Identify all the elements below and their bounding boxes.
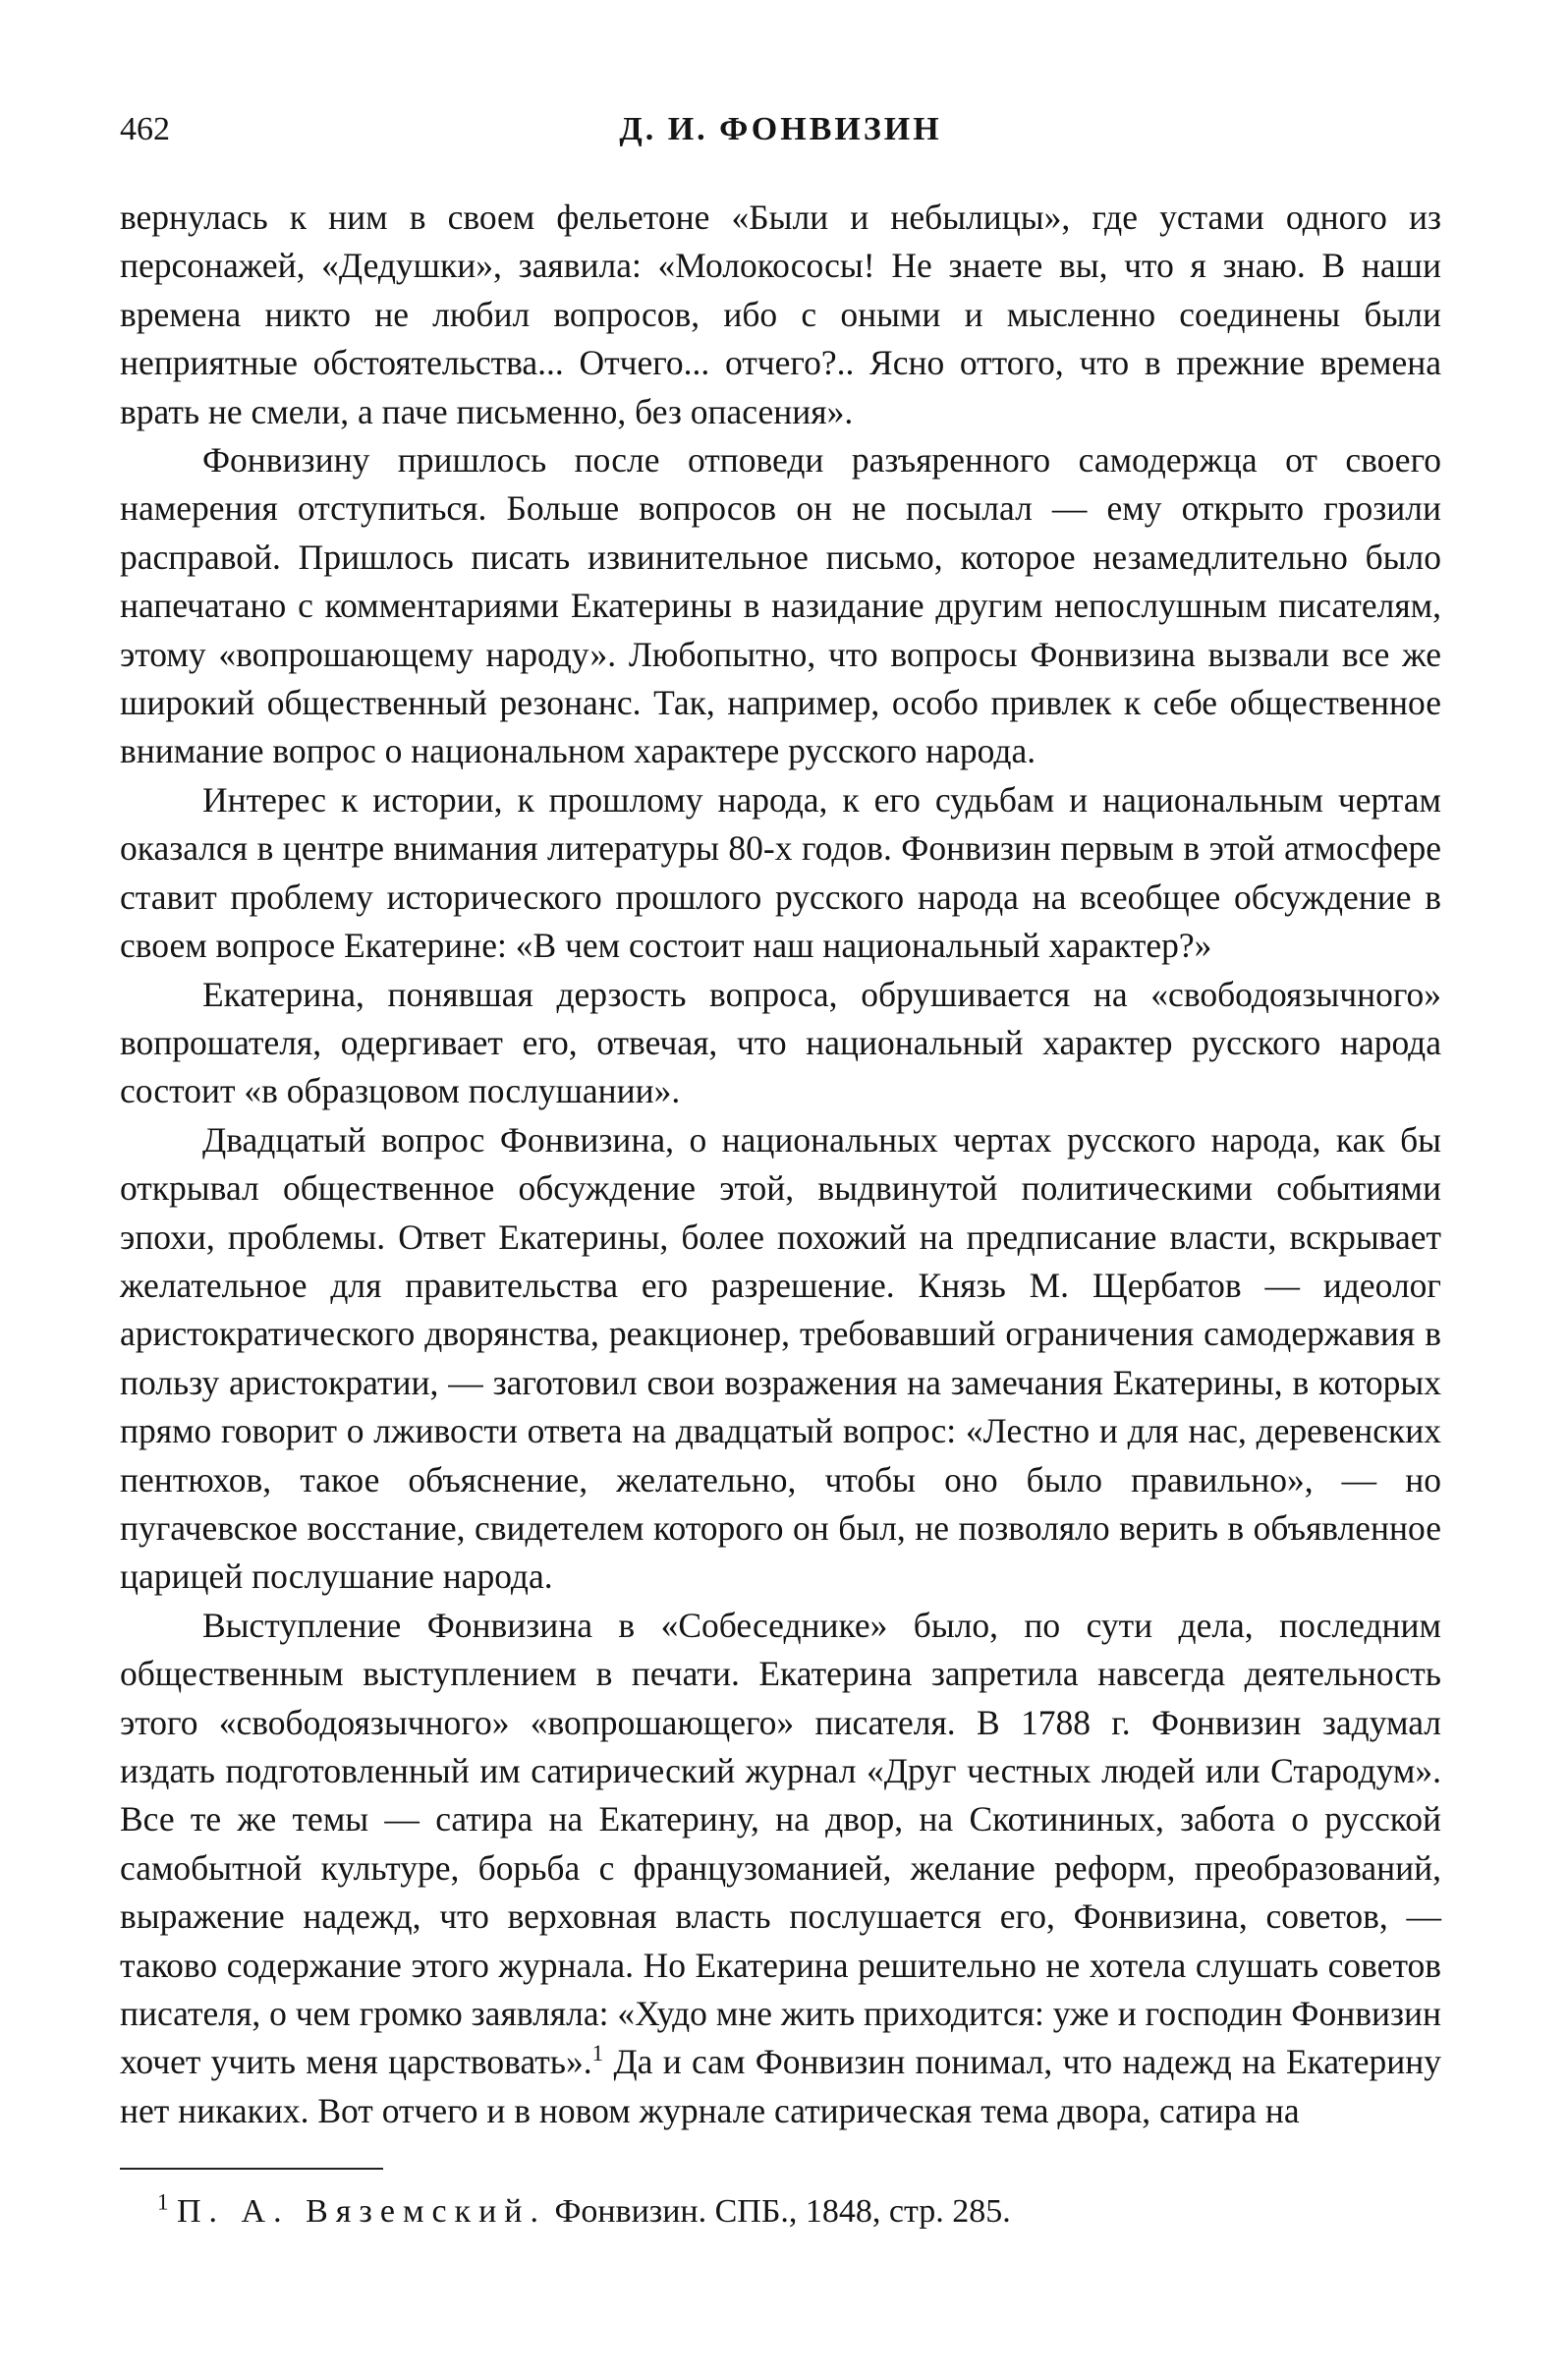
footnote-separator bbox=[120, 2168, 383, 2170]
header-title: Д. И. ФОНВИЗИН bbox=[619, 111, 942, 147]
paragraph-6-text: Выступление Фонвизина в «Собеседнике» было, по сути дела, последним общественным выступлением в печати. Екатерина запретила навсегда деятельность этого «свободоязычного» «вопрошающего» писателя. В 1788 г. Фонвизин задумал издать подготовленный им сатирический журнал «Друг честных людей или Стародум». Все те же темы — сатира на Екатерину, на двор, на Скотининых, забота о русской самобытной культуре, борьба с французоманией, желание реформ, преобразований, выражение надежд, что верховная власть послушается его, Фонвизина, советов, — таково содержание этого журнала. Но Екатерина решительно не хотела слушать советов писателя, о чем громко заявляла: «Худо мне жить приходится: уже и господин Фонвизин хочет учить меня царствовать». bbox=[120, 1605, 1441, 2082]
running-head bbox=[120, 102, 1441, 157]
footnote-author: П. А. Вяземский. bbox=[177, 2193, 546, 2230]
paragraph-3: Интерес к истории, к прошлому народа, к его судьбам и национальным чертам оказался в центре внимания литературы 80-х годов. Фонвизин первым в этой атмосфере ставит проблему исторического прошлого русского народа на всеобщее обсуждение в своем вопросе Екатерине: «В чем состоит наш национальный характер?» bbox=[120, 779, 1441, 966]
paragraph-6-tail: Да и сам Фонвизин понимал, что надежд на Екатерину нет никаких. Вот отчего и в новом журнале сатирическая тема двора, сатира на bbox=[120, 2042, 1442, 2130]
body-text bbox=[120, 194, 1441, 2135]
footnote bbox=[157, 2187, 1434, 2236]
page-number: 462 bbox=[120, 111, 170, 147]
footnote-reference: 1 bbox=[591, 2041, 604, 2066]
paragraph-4: Екатерина, понявшая дерзость вопроса, обрушивается на «свободоязычного» вопрошателя, одергивает его, отвечая, что национальный характер русского народа состоит «в образцовом послушании». bbox=[120, 974, 1441, 1111]
paragraph-2: Фонвизину пришлось после отповеди разъяренного самодержца от своего намерения отступиться. Больше вопросов он не посылал — ему открыто грозили расправой. Пришлось писать извинительное письмо, которое незамедлительно было напечатано с комментариями Екатерины в назидание другим непослушным писателям, этому «вопрошающему народу». Любопытно, что вопросы Фонвизина вызвали все же широкий общественный резонанс. Так, например, особо привлек к себе общественное внимание вопрос о национальном характере русского народа. bbox=[120, 440, 1441, 771]
paragraph-5: Двадцатый вопрос Фонвизина, о национальных чертах русского народа, как бы открывал общественное обсуждение этой, выдвинутой политическими событиями эпохи, проблемы. Ответ Екатерины, более похожий на предписание власти, вскрывает желательное для правительства его разрешение. Князь М. Щербатов — идеолог аристократического дворянства, реакционер, требовавший ограничения самодержавия в пользу аристократии, — заготовил свои возражения на замечания Екатерины, в которых прямо говорит о лживости ответа на двадцатый вопрос: «Лестно и для нас, деревенских пентюхов, такое объяснение, желательно, чтобы оно было правильно», — но пугачевское восстание, свидетелем которого он был, не позволяло верить в объявленное царицей послушание народа. bbox=[120, 1119, 1441, 1597]
footnote-text: Фонвизин. СПБ., 1848, стр. 285. bbox=[554, 2193, 1011, 2230]
footnote-mark: 1 bbox=[157, 2189, 169, 2215]
paragraph-1: вернулась к ним в своем фельетоне «Были и небылицы», где устами одного из персонажей, «Дедушки», заявила: «Молокососы! Не знаете вы, что я знаю. В наши времена никто не любил вопросов, ибо с оными и мысленно соединены были неприятные обстоятельства... Отчего... отчего?.. Ясно оттого, что в прежние времена врать не смели, а паче письменно, без опасения». bbox=[120, 198, 1441, 431]
paragraph-6 bbox=[120, 1602, 1441, 2135]
